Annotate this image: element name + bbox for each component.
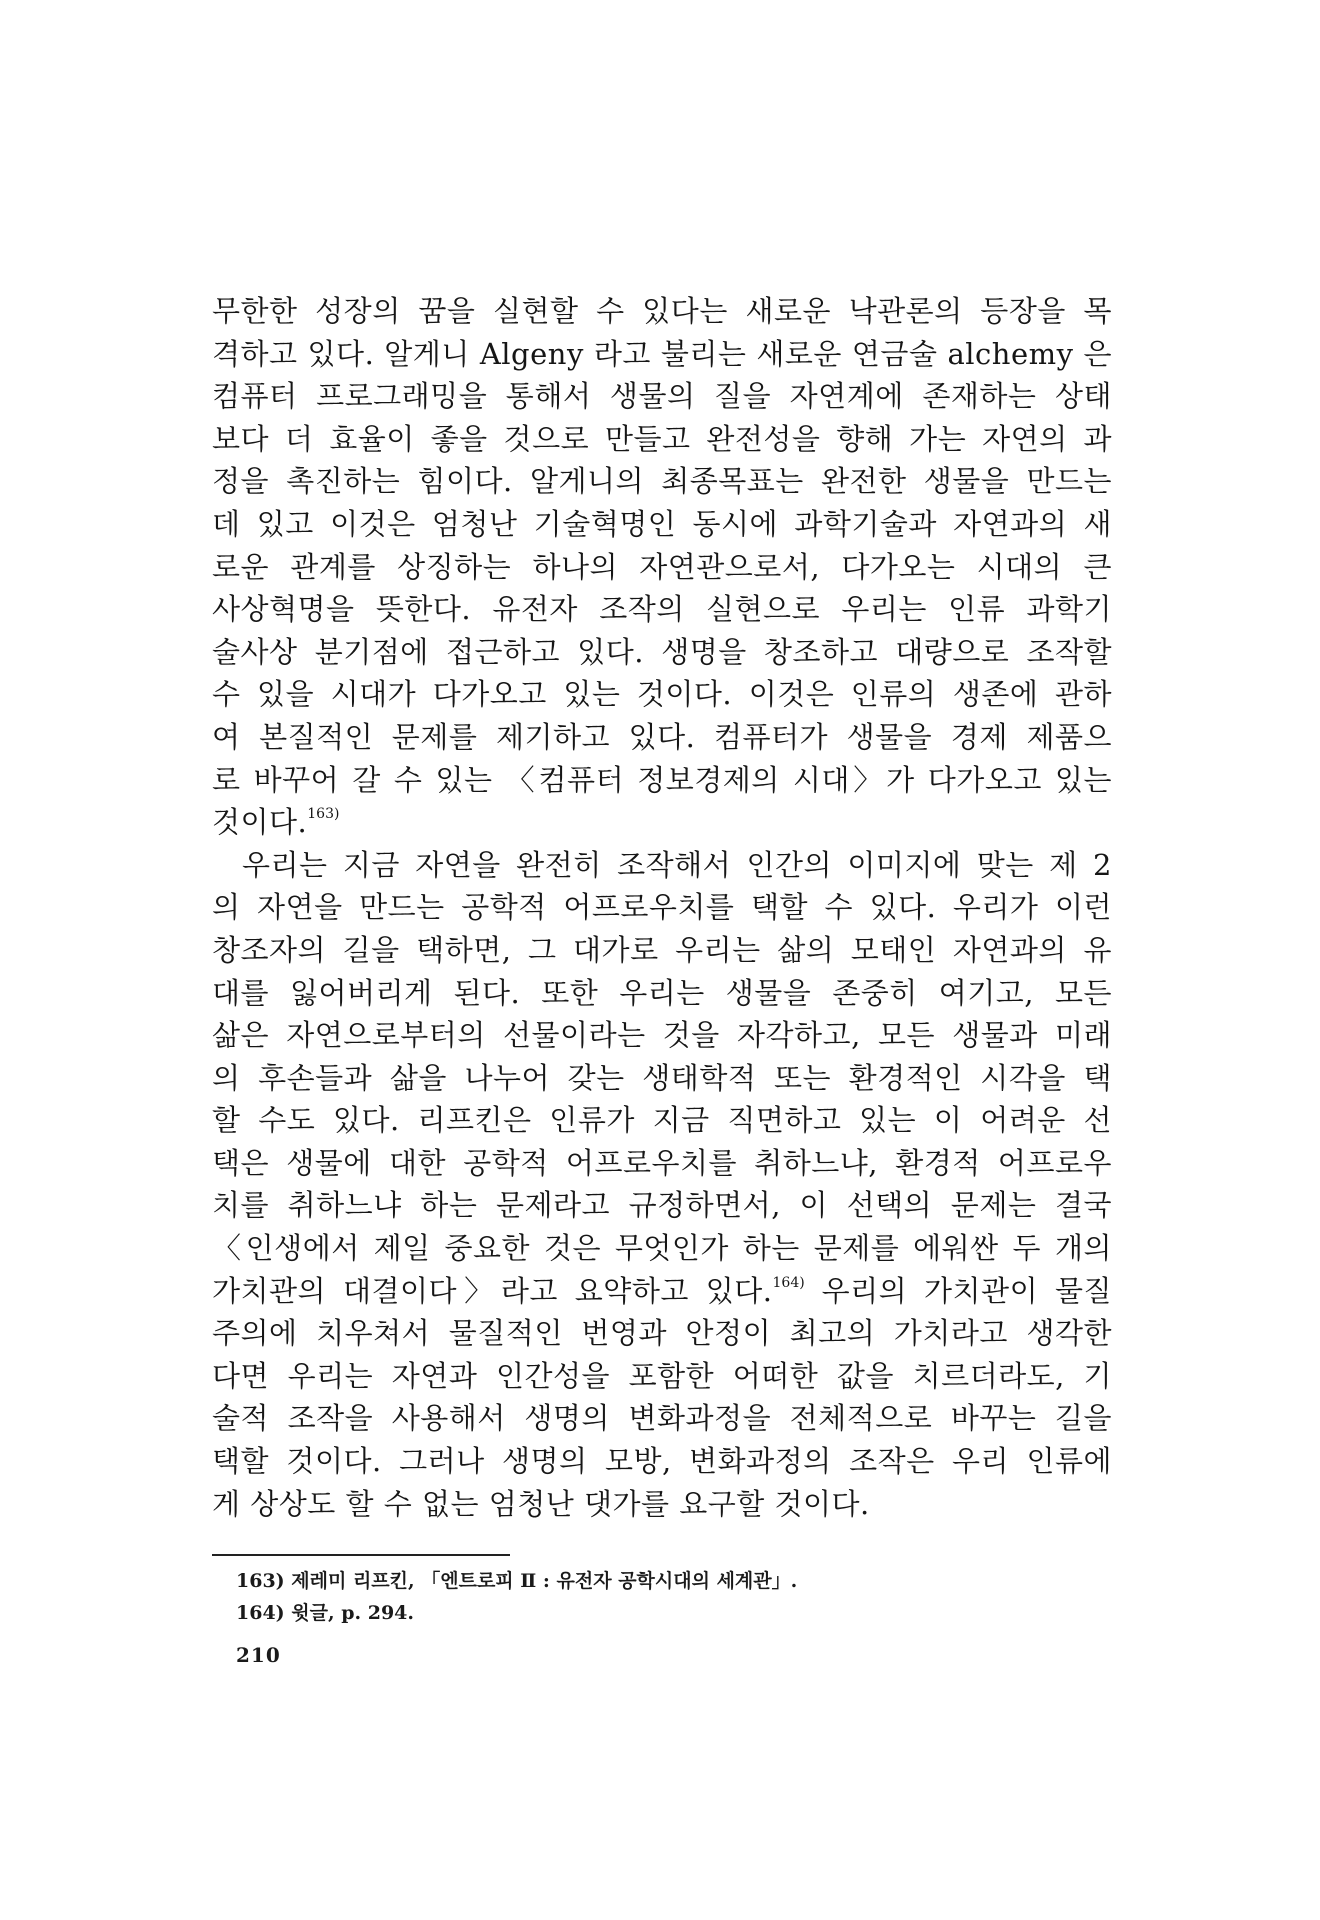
body-line-text: 격하고 있다. 알게니 Algeny 라고 불리는 새로운 연금술 alchemy 은 <box>212 336 1112 371</box>
body-line <box>212 1440 1112 1483</box>
footnote: 164) 윗글, p. 294. <box>236 1602 414 1624</box>
body-line-text: 〈인생에서 제일 중요한 것은 무엇인가 하는 문제를 에워싼 두 개의 <box>212 1231 1112 1266</box>
body-line-text: 가치관의 대결이다〉라고 요약하고 있다. <box>212 1273 773 1308</box>
body-line-text: 주의에 치우쳐서 물질적인 번영과 안정이 최고의 가치라고 생각한 <box>212 1316 1112 1351</box>
body-line <box>212 1483 1112 1526</box>
body-line-text: 의 후손들과 삶을 나누어 갖는 생태학적 또는 환경적인 시각을 택 <box>212 1060 1112 1095</box>
body-line <box>212 886 1112 929</box>
body-line-text: 다면 우리는 자연과 인간성을 포함한 어떠한 값을 치르더라도, 기 <box>212 1358 1112 1393</box>
body-line-text: 할 수도 있다. 리프킨은 인류가 지금 직면하고 있는 이 어려운 선 <box>212 1103 1112 1138</box>
body-line <box>212 503 1112 546</box>
body-line-text: 게 상상도 할 수 없는 엄청난 댓가를 요구할 것이다. <box>212 1486 870 1521</box>
body-line-text: 보다 더 효율이 좋을 것으로 만들고 완전성을 향해 가는 자연의 과 <box>212 421 1112 456</box>
body-line-text: 술사상 분기점에 접근하고 있다. 생명을 창조하고 대량으로 조작할 <box>212 634 1112 669</box>
body-line-text: 택은 생물에 대한 공학적 어프로우치를 취하느냐, 환경적 어프로우 <box>212 1145 1112 1180</box>
footnote-ref: 163) <box>307 806 340 823</box>
body-line <box>212 1099 1112 1142</box>
body-line <box>212 1057 1112 1100</box>
body-line <box>212 418 1112 461</box>
body-line-text: 로 바꾸어 갈 수 있는 〈컴퓨터 정보경제의 시대〉가 다가오고 있는 <box>212 762 1112 797</box>
body-line <box>212 801 1112 844</box>
body-line-text: 창조자의 길을 택하면, 그 대가로 우리는 삶의 모태인 자연과의 유 <box>212 932 1112 967</box>
body-line <box>212 546 1112 589</box>
body-line <box>212 290 1112 333</box>
body-line <box>212 1142 1112 1185</box>
body-line <box>212 631 1112 674</box>
body-line <box>212 929 1112 972</box>
body-line-text: 삶은 자연으로부터의 선물이라는 것을 자각하고, 모든 생물과 미래 <box>212 1018 1112 1053</box>
body-line <box>212 673 1112 716</box>
body-line <box>212 1014 1112 1057</box>
body-line-tail: 우리의 가치관이 물질 <box>804 1273 1112 1308</box>
body-line-text: 대를 잃어버리게 된다. 또한 우리는 생물을 존중히 여기고, 모든 <box>212 975 1112 1010</box>
body-line <box>212 460 1112 503</box>
body-line-text: 술적 조작을 사용해서 생명의 변화과정을 전체적으로 바꾸는 길을 <box>212 1401 1112 1436</box>
body-line <box>212 1397 1112 1440</box>
body-line-text: 수 있을 시대가 다가오고 있는 것이다. 이것은 인류의 생존에 관하 <box>212 677 1112 712</box>
body-text <box>212 290 1112 1525</box>
body-line <box>212 759 1112 802</box>
body-line-text: 사상혁명을 뜻한다. 유전자 조작의 실현으로 우리는 인류 과학기 <box>212 592 1112 627</box>
body-line-text: 택할 것이다. 그러나 생명의 모방, 변화과정의 조작은 우리 인류에 <box>212 1444 1112 1479</box>
body-line <box>212 716 1112 759</box>
body-line <box>212 1270 1112 1313</box>
body-line-text: 데 있고 이것은 엄청난 기술혁명인 동시에 과학기술과 자연과의 새 <box>212 506 1112 541</box>
body-line <box>212 844 1112 887</box>
body-line-text: 무한한 성장의 꿈을 실현할 수 있다는 새로운 낙관론의 등장을 목 <box>212 294 1112 328</box>
body-line <box>212 375 1112 418</box>
body-line <box>212 588 1112 631</box>
body-line-text: 정을 촉진하는 힘이다. 알게니의 최종목표는 완전한 생물을 만드는 <box>212 464 1112 499</box>
body-line-text: 컴퓨터 프로그래밍을 통해서 생물의 질을 자연계에 존재하는 상태 <box>212 379 1112 414</box>
footnotes <box>236 1565 1056 1629</box>
body-line-text: 로운 관계를 상징하는 하나의 자연관으로서, 다가오는 시대의 큰 <box>212 549 1112 584</box>
body-line-text: 여 본질적인 문제를 제기하고 있다. 컴퓨터가 생물을 경제 제품으 <box>212 719 1112 754</box>
body-line-text: 치를 취하느냐 하는 문제라고 규정하면서, 이 선택의 문제는 결국 <box>212 1188 1112 1223</box>
footnote-ref: 164) <box>772 1274 805 1291</box>
body-line <box>212 1312 1112 1355</box>
page-number: 210 <box>236 1643 281 1667</box>
body-line-text: 의 자연을 만드는 공학적 어프로우치를 택할 수 있다. 우리가 이런 <box>212 890 1112 925</box>
body-line <box>212 972 1112 1015</box>
body-line <box>212 1227 1112 1270</box>
body-line-text: 것이다. <box>212 805 308 840</box>
footnote: 163) 제레미 리프킨, 「엔트로피 Ⅱ : 유전자 공학시대의 세계관」. <box>236 1570 798 1592</box>
footnote-rule <box>212 1554 510 1556</box>
body-line <box>212 1355 1112 1398</box>
body-line-text: 우리는 지금 자연을 완전히 조작해서 인간의 이미지에 맞는 제 2 <box>242 847 1112 882</box>
body-line <box>212 333 1112 376</box>
body-line <box>212 1184 1112 1227</box>
